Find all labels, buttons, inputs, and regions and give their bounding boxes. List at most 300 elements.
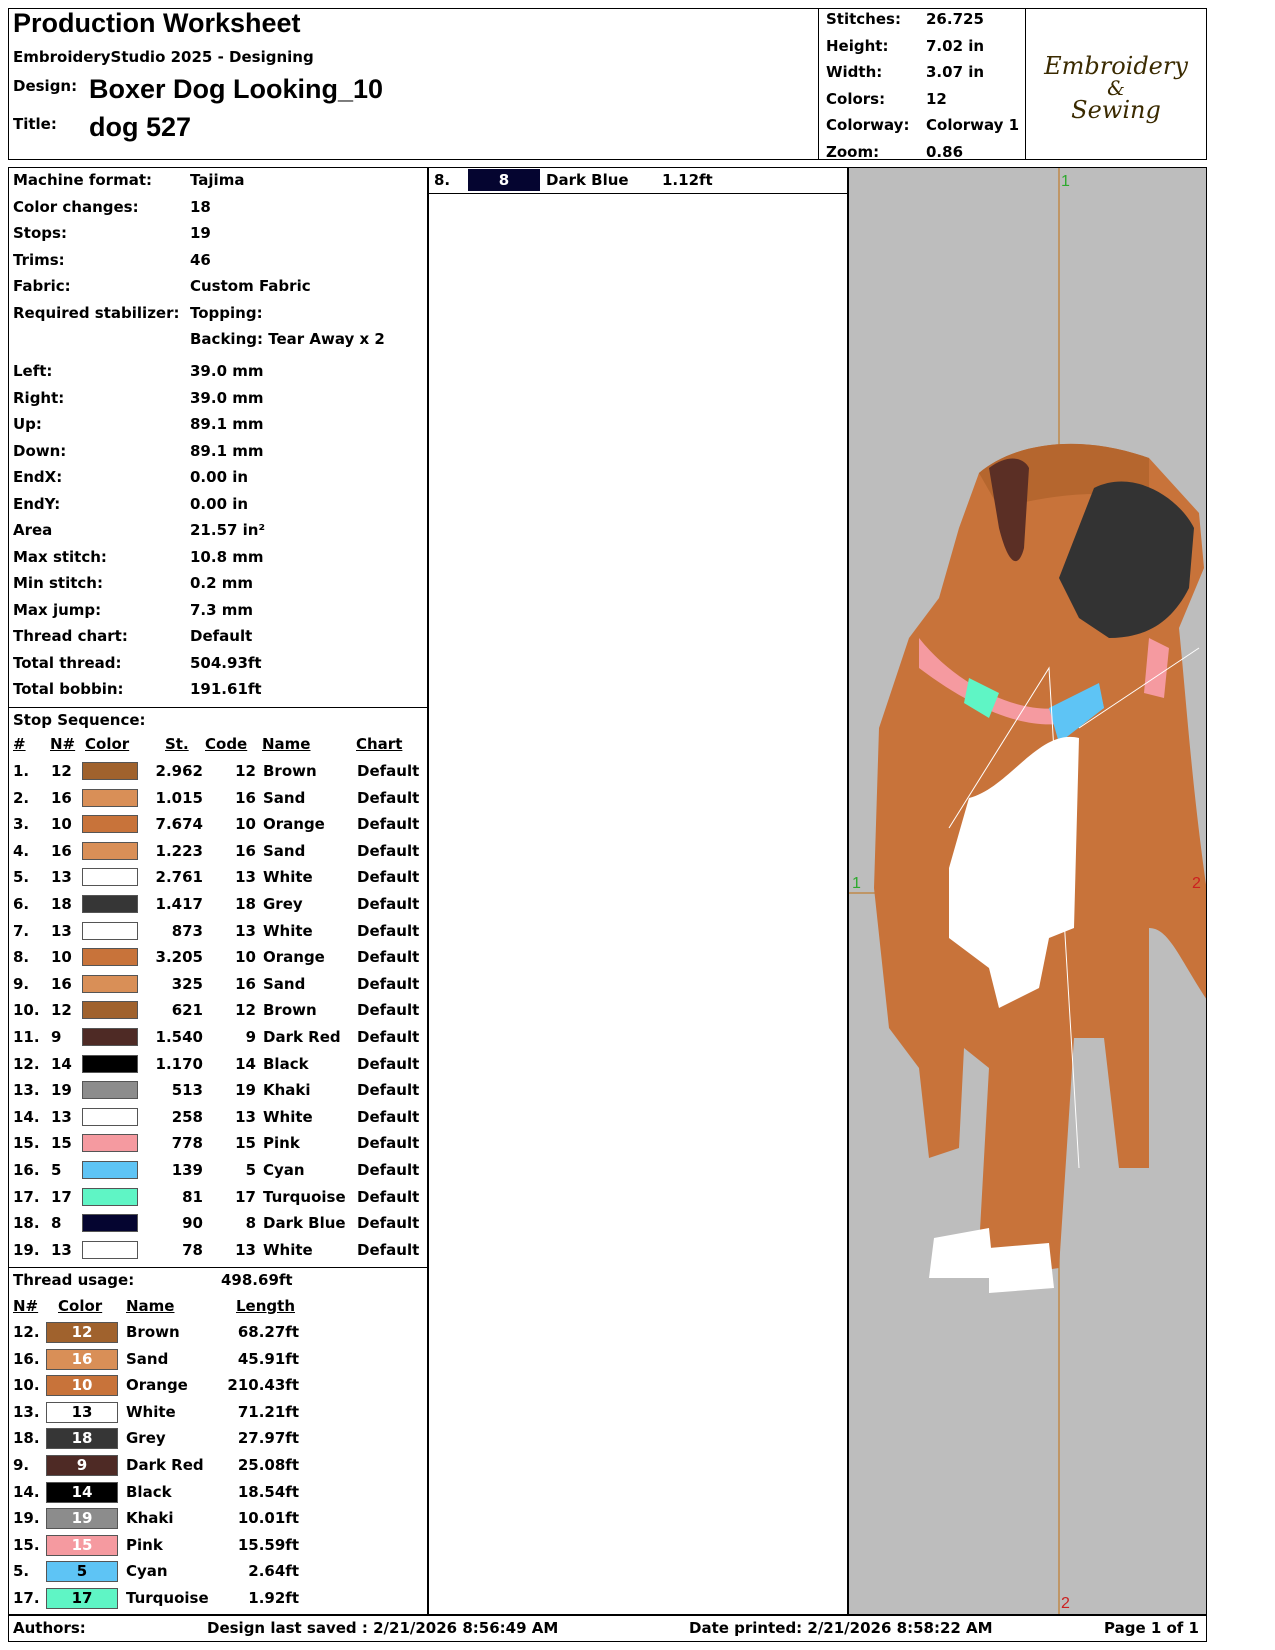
usage-length: 27.97ft	[237, 1429, 299, 1448]
usage-row	[8, 1399, 428, 1425]
stop-needle: 19	[51, 1081, 72, 1100]
stop-needle: 14	[51, 1054, 72, 1073]
usage-swatch	[46, 1455, 118, 1476]
stop-needle: 17	[51, 1187, 72, 1206]
stop-index: 6.	[13, 895, 30, 913]
dim-label: Total bobbin:	[13, 680, 124, 698]
marker-left: 1	[852, 875, 861, 892]
stop-code: 12	[235, 1001, 256, 1020]
dim-value: 89.1 mm	[190, 415, 264, 433]
dog-illustration	[874, 444, 1206, 1293]
usage-length: 18.54ft	[237, 1482, 299, 1501]
usage-code: 17	[71, 1589, 93, 1607]
stat-value: 26.725	[926, 10, 984, 28]
stop-index: 4.	[13, 841, 30, 860]
stop-chart: Default	[357, 1161, 420, 1179]
stop-chart: Default	[357, 1107, 420, 1126]
stop-stitches: 1.015	[155, 788, 203, 807]
stop-row	[8, 1024, 428, 1050]
stop-col-header: N#	[50, 735, 76, 753]
stop-chart: Default	[357, 1240, 420, 1259]
stop-swatch	[82, 1241, 138, 1259]
dim-value: 0.00 in	[190, 494, 249, 513]
stop-index: 14.	[13, 1107, 40, 1126]
stop-name: White	[263, 921, 313, 940]
stop-name: Brown	[263, 762, 317, 780]
stop-code: 13	[235, 921, 256, 940]
usage-code: 15	[71, 1535, 93, 1554]
stat-label: Stitches:	[826, 10, 901, 28]
stop-needle: 13	[51, 868, 72, 887]
stop-needle: 10	[51, 948, 72, 967]
stop-needle: 13	[51, 1240, 72, 1259]
dim-label: Up:	[13, 415, 42, 433]
usage-needle: 5.	[13, 1562, 30, 1581]
stop-chart: Default	[357, 895, 420, 913]
usage-name: Orange	[126, 1376, 188, 1395]
usage-code: 13	[71, 1402, 93, 1421]
stop-row	[8, 1157, 428, 1183]
stop-row	[8, 811, 428, 837]
authors-label: Authors:	[13, 1619, 86, 1637]
middle-row-code: 8	[498, 171, 510, 189]
stat-label: Colorway:	[826, 116, 910, 134]
dim-label: Total thread:	[13, 653, 122, 672]
stop-row	[8, 1210, 428, 1236]
usage-length: 1.92ft	[248, 1589, 299, 1607]
usage-name: Brown	[126, 1323, 180, 1341]
stop-swatch	[82, 948, 138, 966]
stat-label: Colors:	[826, 89, 886, 108]
stop-swatch	[82, 1001, 138, 1019]
usage-code: 19	[71, 1509, 93, 1528]
stop-row	[8, 1104, 428, 1130]
stop-swatch	[82, 789, 138, 807]
stop-row	[8, 864, 428, 890]
footer-box	[8, 1615, 1207, 1642]
stop-swatch	[82, 922, 138, 940]
title-label: Title:	[13, 115, 57, 133]
stat-value: 12	[926, 89, 947, 108]
stop-name: Cyan	[263, 1161, 305, 1179]
stop-name: Sand	[263, 788, 306, 807]
usage-swatch	[46, 1482, 118, 1503]
stop-needle: 18	[51, 895, 72, 913]
info-label: Trims:	[13, 250, 65, 269]
dim-label: Max jump:	[13, 600, 102, 619]
stop-stitches: 873	[171, 921, 203, 940]
usage-swatch	[46, 1322, 118, 1343]
stop-name: Dark Red	[263, 1028, 341, 1046]
usage-length: 10.01ft	[237, 1509, 299, 1528]
stop-code: 15	[235, 1134, 256, 1153]
design-name: Boxer Dog Looking_10	[89, 74, 384, 104]
usage-length: 68.27ft	[237, 1323, 299, 1341]
logo-line1: Embroidery	[1044, 52, 1188, 80]
thread-usage-heading: Thread usage:	[13, 1271, 135, 1289]
usage-needle: 9.	[13, 1456, 30, 1474]
stop-index: 17.	[13, 1187, 40, 1206]
usage-code: 12	[71, 1323, 93, 1341]
stop-stitches: 778	[171, 1134, 203, 1153]
usage-needle: 10.	[13, 1376, 40, 1395]
stop-index: 18.	[13, 1214, 40, 1233]
info-value: 18	[190, 197, 211, 216]
usage-row	[8, 1346, 428, 1372]
info-value: Backing: Tear Away x 2	[190, 330, 385, 348]
stop-code: 19	[235, 1081, 256, 1100]
stop-swatch	[82, 842, 138, 860]
dim-value: 0.00 in	[190, 468, 249, 486]
stop-code: 16	[235, 841, 256, 860]
usage-name: Turquoise	[126, 1589, 209, 1607]
marker-right: 2	[1192, 875, 1201, 892]
stop-index: 11.	[13, 1028, 40, 1046]
usage-swatch	[46, 1349, 118, 1370]
stat-value: 7.02 in	[926, 36, 985, 55]
stop-chart: Default	[357, 1134, 420, 1153]
stat-value: Colorway 1	[926, 116, 1020, 134]
stop-code: 10	[235, 948, 256, 967]
stop-index: 7.	[13, 921, 30, 940]
stop-needle: 16	[51, 841, 72, 860]
stop-stitches: 2.962	[155, 762, 203, 780]
stop-chart: Default	[357, 815, 420, 834]
stop-index: 10.	[13, 1001, 40, 1020]
stop-index: 8.	[13, 948, 30, 967]
stop-row	[8, 758, 428, 784]
usage-name: Sand	[126, 1349, 169, 1368]
stop-stitches: 7.674	[155, 815, 203, 834]
stop-row	[8, 838, 428, 864]
usage-needle: 18.	[13, 1429, 40, 1448]
stop-row	[8, 785, 428, 811]
stop-chart: Default	[357, 762, 420, 780]
stop-col-header: Color	[85, 735, 130, 753]
stop-code: 5	[245, 1161, 256, 1179]
stop-needle: 12	[51, 1001, 72, 1020]
usage-needle: 16.	[13, 1349, 40, 1368]
stop-swatch	[82, 1055, 138, 1073]
stop-row	[8, 891, 428, 917]
stop-code: 13	[235, 868, 256, 887]
usage-row	[8, 1319, 428, 1345]
stop-name: White	[263, 1240, 313, 1259]
dim-value: 21.57 in²	[190, 521, 266, 539]
dim-label: Min stitch:	[13, 574, 103, 592]
stop-chart: Default	[357, 841, 420, 860]
marker-bottom: 2	[1061, 1595, 1070, 1612]
stop-stitches: 258	[171, 1107, 203, 1126]
logo	[1030, 12, 1202, 156]
stat-label: Height:	[826, 36, 889, 55]
stop-index: 5.	[13, 868, 30, 887]
middle-stop-row	[428, 167, 848, 194]
stop-chart: Default	[357, 1028, 420, 1046]
middle-row-name: Dark Blue	[546, 171, 629, 189]
stop-chart: Default	[357, 1001, 420, 1020]
stop-name: Dark Blue	[263, 1214, 346, 1233]
page-number: Page 1 of 1	[1104, 1619, 1199, 1637]
stop-stitches: 139	[171, 1161, 203, 1179]
stop-swatch	[82, 1214, 138, 1232]
stop-col-header: Chart	[356, 735, 403, 753]
stop-name: Orange	[263, 815, 325, 834]
stop-col-header: St.	[165, 735, 189, 753]
stop-name: Sand	[263, 974, 306, 993]
usage-needle: 13.	[13, 1402, 40, 1421]
stop-name: Sand	[263, 841, 306, 860]
stop-index: 19.	[13, 1240, 40, 1259]
usage-row	[8, 1372, 428, 1398]
stop-stitches: 513	[171, 1081, 203, 1100]
stat-value: 3.07 in	[926, 63, 985, 81]
middle-row-length: 1.12ft	[662, 171, 713, 189]
stop-needle: 13	[51, 921, 72, 940]
stop-stitches: 621	[171, 1001, 203, 1020]
stop-swatch	[82, 1134, 138, 1152]
stop-sequence-heading: Stop Sequence:	[13, 711, 146, 729]
usage-swatch	[46, 1535, 118, 1556]
stop-code: 16	[235, 974, 256, 993]
stop-col-header: #	[13, 735, 26, 753]
info-value: Topping:	[190, 303, 263, 322]
stop-chart: Default	[357, 1214, 420, 1233]
stop-index: 2.	[13, 788, 30, 807]
usage-swatch	[46, 1428, 118, 1449]
worksheet-title: Production Worksheet	[13, 8, 301, 38]
stop-needle: 15	[51, 1134, 72, 1153]
dim-label: Thread chart:	[13, 627, 128, 645]
header-divider-1	[818, 8, 819, 160]
stop-name: White	[263, 868, 313, 887]
stop-swatch	[82, 1028, 138, 1046]
stop-swatch	[82, 1161, 138, 1179]
usage-name: Dark Red	[126, 1456, 204, 1474]
stop-sequence-divider	[8, 707, 428, 708]
stop-index: 1.	[13, 762, 30, 780]
stop-index: 12.	[13, 1054, 40, 1073]
stop-row	[8, 1051, 428, 1077]
stop-row	[8, 918, 428, 944]
usage-needle: 19.	[13, 1509, 40, 1528]
usage-name: Khaki	[126, 1509, 174, 1528]
stop-name: Grey	[263, 895, 303, 913]
stop-stitches: 1.223	[155, 841, 203, 860]
stop-swatch	[82, 868, 138, 886]
stop-swatch	[82, 1108, 138, 1126]
stop-chart: Default	[357, 868, 420, 887]
usage-swatch	[46, 1508, 118, 1529]
usage-code: 16	[71, 1349, 93, 1368]
stop-code: 12	[235, 762, 256, 780]
dim-value: Default	[190, 627, 253, 645]
middle-row-swatch	[468, 169, 540, 191]
dim-label: Area	[13, 521, 53, 539]
stop-col-header: Name	[262, 735, 311, 753]
stop-swatch	[82, 1188, 138, 1206]
usage-row	[8, 1532, 428, 1558]
last-saved: Design last saved : 2/21/2026 8:56:49 AM	[207, 1619, 559, 1637]
info-value: 46	[190, 250, 211, 269]
usage-swatch	[46, 1561, 118, 1582]
info-label: Machine format:	[13, 171, 152, 189]
stop-row	[8, 944, 428, 970]
middle-row-index: 8.	[434, 171, 451, 189]
stop-index: 15.	[13, 1134, 40, 1153]
stat-value: 0.86	[926, 142, 964, 161]
software-name: EmbroideryStudio 2025 - Designing	[13, 48, 314, 66]
stop-needle: 16	[51, 788, 72, 807]
stop-name: Khaki	[263, 1081, 311, 1100]
usage-length: 71.21ft	[237, 1402, 299, 1421]
usage-name: Black	[126, 1482, 172, 1501]
stop-stitches: 90	[182, 1214, 203, 1233]
info-label: Required stabilizer:	[13, 303, 180, 322]
usage-length: 25.08ft	[237, 1456, 299, 1474]
stop-needle: 10	[51, 815, 72, 834]
stop-needle: 8	[51, 1214, 62, 1233]
stop-swatch	[82, 975, 138, 993]
stop-stitches: 2.761	[155, 868, 203, 887]
usage-code: 5	[76, 1562, 88, 1581]
logo-line2: Sewing	[1071, 96, 1161, 124]
usage-name: White	[126, 1402, 176, 1421]
stop-code: 13	[235, 1107, 256, 1126]
dim-label: Down:	[13, 441, 67, 460]
date-printed: Date printed: 2/21/2026 8:58:22 AM	[689, 1619, 993, 1637]
usage-row	[8, 1505, 428, 1531]
stop-code: 9	[245, 1028, 256, 1046]
stop-needle: 13	[51, 1107, 72, 1126]
stop-name: Black	[263, 1054, 309, 1073]
middle-panel	[428, 167, 848, 1615]
stop-name: Turquoise	[263, 1187, 346, 1206]
usage-length: 15.59ft	[237, 1535, 299, 1554]
usage-row	[8, 1425, 428, 1451]
stop-needle: 5	[51, 1161, 62, 1179]
stop-needle: 16	[51, 974, 72, 993]
design-title: dog 527	[89, 112, 192, 142]
thread-usage-divider	[8, 1267, 428, 1268]
stop-needle: 9	[51, 1028, 62, 1046]
stop-code: 8	[245, 1214, 256, 1233]
stop-chart: Default	[357, 948, 420, 967]
info-value: 19	[190, 224, 211, 242]
usage-needle: 17.	[13, 1589, 40, 1607]
thread-usage-total: 498.69ft	[221, 1271, 293, 1289]
dim-label: EndX:	[13, 468, 63, 486]
stop-row	[8, 1184, 428, 1210]
usage-length: 45.91ft	[237, 1349, 299, 1368]
dim-value: 10.8 mm	[190, 547, 264, 566]
dim-value: 89.1 mm	[190, 441, 264, 460]
stop-swatch	[82, 815, 138, 833]
stop-swatch	[82, 762, 138, 780]
stop-chart: Default	[357, 921, 420, 940]
info-value: Tajima	[190, 171, 245, 189]
dim-label: EndY:	[13, 494, 61, 513]
stop-chart: Default	[357, 1054, 420, 1073]
stop-stitches: 325	[171, 974, 203, 993]
usage-code: 14	[71, 1482, 93, 1501]
usage-swatch	[46, 1402, 118, 1423]
usage-swatch	[46, 1375, 118, 1396]
stop-name: White	[263, 1107, 313, 1126]
stop-index: 3.	[13, 815, 30, 834]
logo-ampersand: &	[1107, 76, 1125, 100]
stop-row	[8, 1130, 428, 1156]
dim-value: 504.93ft	[190, 653, 262, 672]
stop-stitches: 3.205	[155, 948, 203, 967]
stop-swatch	[82, 895, 138, 913]
stop-name: Pink	[263, 1134, 300, 1153]
usage-length: 2.64ft	[248, 1562, 299, 1581]
usage-row	[8, 1479, 428, 1505]
stop-name: Brown	[263, 1001, 317, 1020]
stop-chart: Default	[357, 974, 420, 993]
stop-index: 16.	[13, 1161, 40, 1179]
usage-col-header: N#	[13, 1297, 39, 1315]
usage-name: Grey	[126, 1429, 166, 1448]
usage-needle: 14.	[13, 1482, 40, 1501]
usage-name: Pink	[126, 1535, 163, 1554]
stop-swatch	[82, 1081, 138, 1099]
header-divider-2	[1025, 8, 1026, 160]
stop-code: 16	[235, 788, 256, 807]
dim-label: Max stitch:	[13, 547, 107, 566]
usage-code: 18	[71, 1429, 93, 1448]
dim-value: 191.61ft	[190, 680, 262, 698]
stop-index: 9.	[13, 974, 30, 993]
usage-code: 9	[76, 1456, 88, 1474]
stop-stitches: 78	[182, 1240, 203, 1259]
design-preview	[848, 167, 1207, 1615]
stop-stitches: 81	[182, 1187, 203, 1206]
stop-code: 10	[235, 815, 256, 834]
stop-row	[8, 997, 428, 1023]
stop-row	[8, 1237, 428, 1263]
stop-needle: 12	[51, 762, 72, 780]
usage-row	[8, 1452, 428, 1478]
info-label: Fabric:	[13, 277, 71, 295]
stop-code: 14	[235, 1054, 256, 1073]
usage-row	[8, 1558, 428, 1584]
usage-row	[8, 1585, 428, 1611]
usage-needle: 12.	[13, 1323, 40, 1341]
usage-col-header: Length	[236, 1297, 295, 1315]
stop-index: 13.	[13, 1081, 40, 1100]
stop-chart: Default	[357, 788, 420, 807]
stop-code: 17	[235, 1187, 256, 1206]
usage-name: Cyan	[126, 1562, 168, 1581]
info-label: Color changes:	[13, 197, 139, 216]
info-value: Custom Fabric	[190, 277, 311, 295]
stop-stitches: 1.170	[155, 1054, 203, 1073]
dim-value: 39.0 mm	[190, 362, 264, 380]
dim-value: 7.3 mm	[190, 600, 254, 619]
stat-label: Width:	[826, 63, 883, 81]
usage-col-header: Color	[58, 1297, 103, 1315]
stop-stitches: 1.540	[155, 1028, 203, 1046]
stop-chart: Default	[357, 1187, 420, 1206]
dim-value: 39.0 mm	[190, 388, 264, 407]
usage-needle: 15.	[13, 1535, 40, 1554]
stop-chart: Default	[357, 1081, 420, 1100]
stop-row	[8, 971, 428, 997]
usage-col-header: Name	[126, 1297, 175, 1315]
stop-stitches: 1.417	[155, 895, 203, 913]
